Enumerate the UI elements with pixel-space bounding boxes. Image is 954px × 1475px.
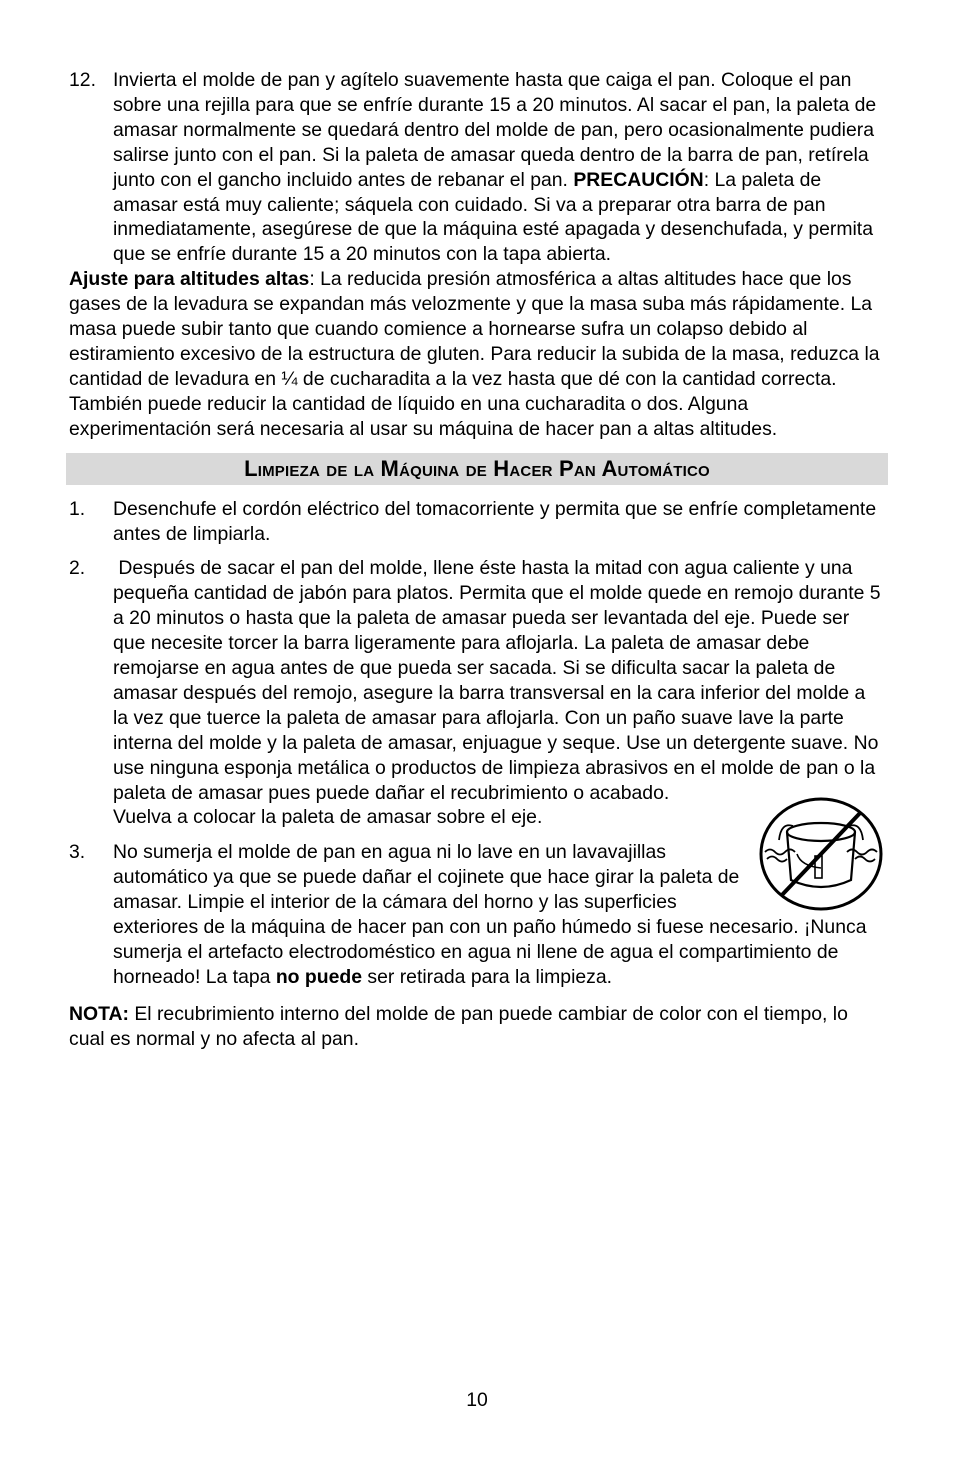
step-text: Desenchufe el cordón eléctrico del tomacorriente y permita que se enfríe completamente antes de limpiarla. [113, 497, 877, 545]
document-page [69, 68, 885, 1052]
cleaning-step-3 [69, 840, 885, 989]
no-submerge-pan-icon [757, 796, 885, 912]
step-number: 3. [69, 841, 86, 864]
step-text: Después de sacar el pan del molde, llene éste hasta la mitad con agua caliente y una pequeña cantidad de jabón para platos. Permita que el molde quede en remojo durante 5 a 20 minutos o hasta que la paleta de amasar pueda ser levantada del eje. Puede ser que necesite torcer la barra ligeramente para aflojarla. La paleta de amasar debe remojarse en agua antes de que pueda ser sacada. Si se dificulta sacar la paleta de amasar después del remojo, asegure la barra transversal en la cara inferior del molde a la vez que tuerce la paleta de amasar para aflojarla. Con un paño suave lave la parte interna del molde y la paleta de amasar, enjuague y seque. Use un detergente suave. No use ninguna esponja metálica o productos de limpieza abrasivos en el molde de pan o la paleta de amasar pues puede dañar el recubrimiento o acabado. Vuelva a colocar la paleta de amasar sobre el eje. [113, 557, 886, 829]
cleaning-step-1 [69, 497, 885, 547]
no-puede-emphasis: no puede [275, 965, 362, 988]
step-number: 1. [69, 497, 86, 520]
altitude-paragraph: Ajuste para altitudes altas: La reducida presión atmosférica a altas altitudes hace que los gases de la levadura se expandan más velozmente y que la masa suba más rápidamente. La masa puede subir tanto que cuando comience a hornearse sufra un colapso debido al estiramiento excesivo de la estructura de gluten. Para reducir la subida de la masa, reduzca la cantidad de levadura en ¼ de cucharadita a la vez hasta que dé con la cantidad correcta. También puede reducir la cantidad de líquido en una cucharadita o dos. Alguna experimentación será necesaria al usar su máquina de hacer pan a altas altitudes. [69, 268, 880, 440]
section-heading: Limpieza de la Máquina de Hacer Pan Automático [66, 453, 888, 485]
step-number: 12. [69, 69, 96, 91]
step-text: No sumerja el molde de pan en agua ni lo lave en un lavavajillas automático ya que se puede dañar el cojinete que hace girar la paleta de amasar. Limpie el interior de la cámara del horno y las superficies exteriores de la máquina de hacer pan con un paño húmedo si fuese necesario. ¡Nunca sumerja el artefacto electrodoméstico en agua ni llene de agua el compartimiento de horneado! La tapa no puede ser retirada para la limpieza. [113, 792, 885, 989]
note-paragraph: NOTA: El recubrimiento interno del molde de pan puede cambiar de color con el tiempo, lo cual es normal y no afecta al pan. [69, 1002, 848, 1050]
step-number: 2. [69, 557, 86, 580]
page-number: 10 [466, 1389, 488, 1411]
note-label: NOTA: [69, 1002, 129, 1025]
step-12 [69, 68, 885, 267]
step-text: Invierta el molde de pan y agítelo suavemente hasta que caiga el pan. Coloque el pan sobre una rejilla para que se enfríe durante 15 a 20 minutos. Al sacar el pan, la paleta de amasar normalmente se quedará dentro del molde de pan, pero ocasionalmente pudiera salirse junto con el pan. Si la paleta de amasar queda dentro de la barra de pan, retírela junto con el gancho incluido antes de rebanar el pan. PRECAUCIÓN: La paleta de amasar está muy caliente; sáquela con cuidado. Si va a preparar otra barra de pan inmediatamente, asegúrese de que la máquina esté apagada y desenchufada, y permita que se enfríe durante 15 a 20 minutos con la tapa abierta. [113, 69, 877, 266]
caution-label: PRECAUCIÓN [573, 168, 704, 191]
cleaning-step-2 [69, 556, 885, 830]
altitude-label: Ajuste para altitudes altas [69, 268, 310, 291]
